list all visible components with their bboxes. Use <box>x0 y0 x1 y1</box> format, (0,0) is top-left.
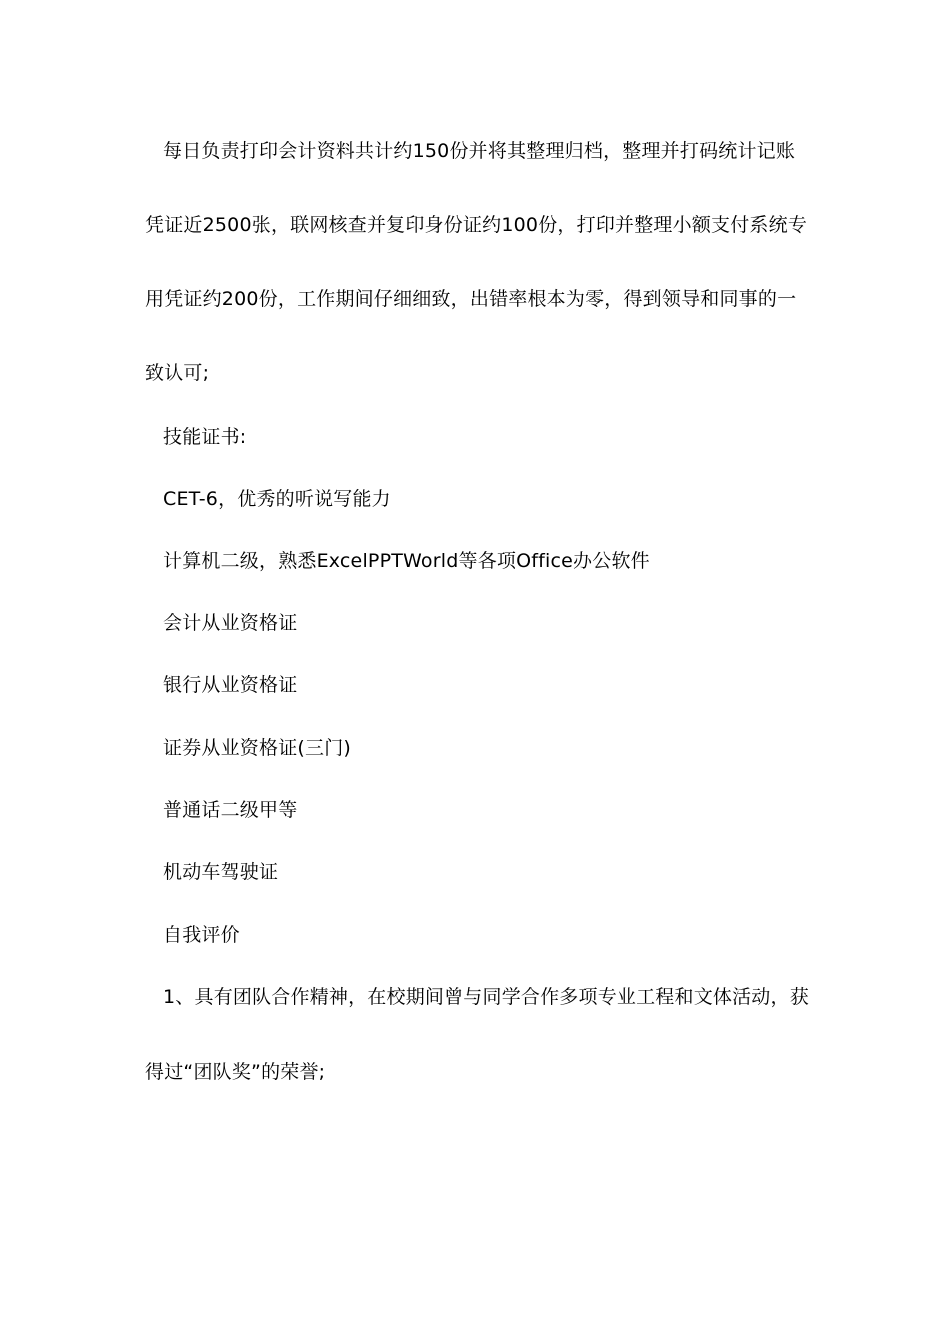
skills-heading: 技能证书: <box>163 426 247 448</box>
skill-item: CET-6，优秀的听说写能力 <box>163 488 391 510</box>
skill-item: 银行从业资格证 <box>163 674 298 696</box>
skill-item: 普通话二级甲等 <box>163 799 298 821</box>
skill-item: 会计从业资格证 <box>163 612 298 634</box>
paragraph-line: 致认可; <box>145 362 210 384</box>
self-eval-heading: 自我评价 <box>163 924 240 946</box>
skill-item: 计算机二级，熟悉ExcelPPTWorld等各项Office办公软件 <box>163 550 650 572</box>
paragraph-line: 每日负责打印会计资料共计约150份并将其整理归档，整理并打码统计记账 <box>163 140 796 162</box>
skill-item: 证券从业资格证(三门) <box>163 737 352 759</box>
self-eval-line: 得过“团队奖”的荣誉; <box>145 1061 326 1083</box>
paragraph-line: 用凭证约200份，工作期间仔细细致，出错率根本为零，得到领导和同事的一 <box>145 288 797 310</box>
skill-item: 机动车驾驶证 <box>163 861 279 883</box>
paragraph-line: 凭证近2500张，联网核查并复印身份证约100份，打印并整理小额支付系统专 <box>145 214 808 236</box>
self-eval-line: 1、具有团队合作精神，在校期间曾与同学合作多项专业工程和文体活动，获 <box>163 986 809 1008</box>
